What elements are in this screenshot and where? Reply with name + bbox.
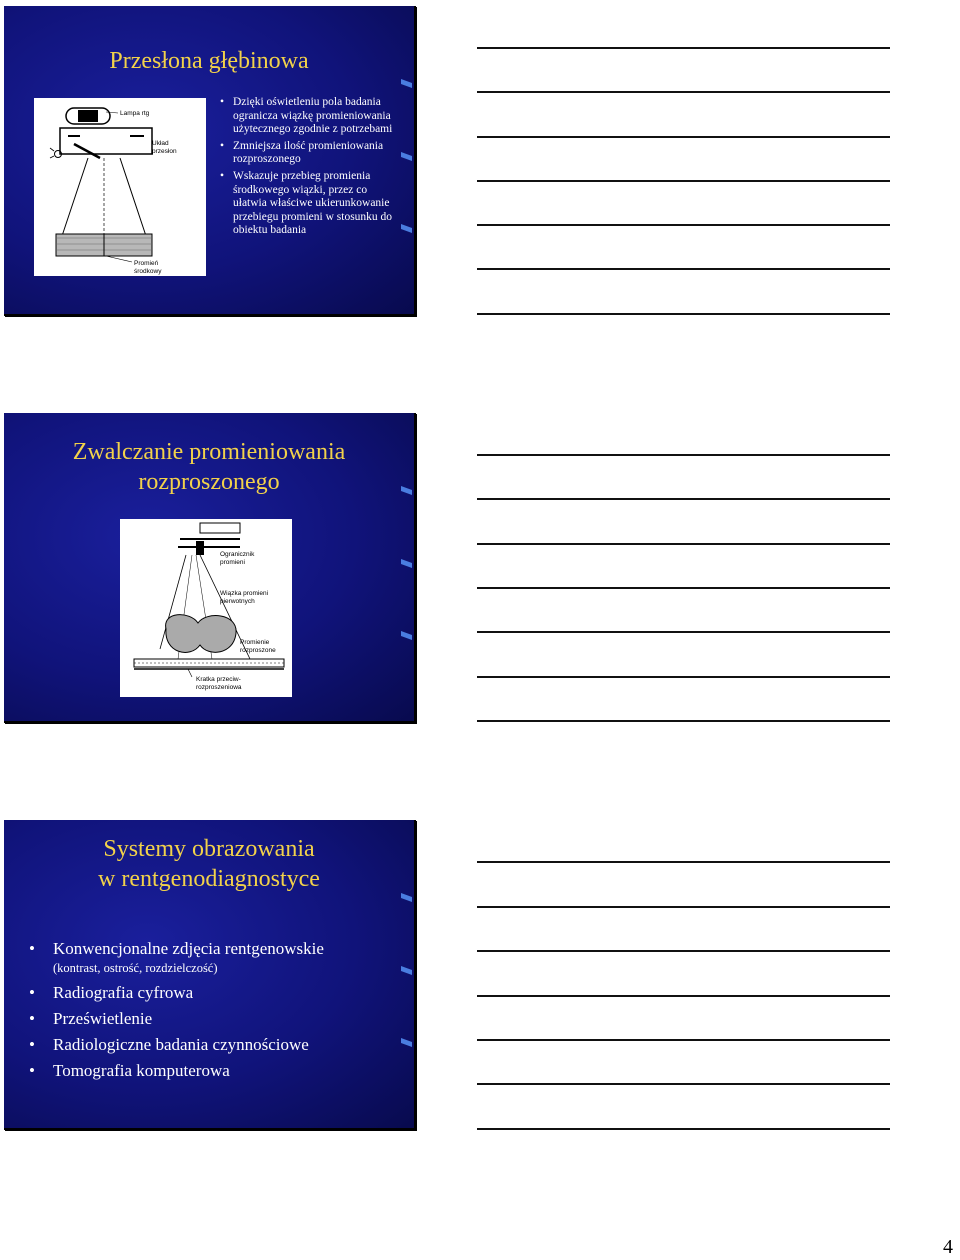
notes-line — [477, 180, 890, 182]
slide-zwalczanie — [4, 413, 416, 723]
decoration-mark — [401, 559, 412, 568]
bullet-item: • Tomografia komputerowa — [24, 1058, 409, 1084]
notes-line — [477, 268, 890, 270]
notes-line — [477, 1083, 890, 1085]
slide-title-line1: Zwalczanie promieniowania — [72, 439, 346, 465]
svg-text:środkowy: środkowy — [134, 268, 162, 275]
svg-text:Wiązka promieni: Wiązka promieni — [220, 590, 269, 597]
notes-line — [477, 995, 890, 997]
slide-przeslona-glebinowa — [4, 6, 416, 316]
diagram-scatter — [120, 519, 292, 697]
svg-text:Promienie: Promienie — [240, 639, 270, 646]
bullet-item — [24, 936, 409, 974]
slide-systemy-obrazowania — [4, 820, 416, 1130]
notes-line — [477, 498, 890, 500]
bullet-item: • Dzięki oświetleniu pola badania ogranicza wiązkę promieniowania użytecznego zgodnie z potrzebami — [220, 96, 400, 137]
notes-line — [477, 313, 890, 315]
svg-text:Lampa rtg: Lampa rtg — [120, 110, 150, 117]
bullet-item: • Prześwietlenie — [24, 1006, 409, 1032]
decoration-mark — [401, 79, 412, 88]
notes-line — [477, 720, 890, 722]
slide-title — [4, 834, 414, 894]
collimator-diagram — [34, 98, 206, 276]
decoration-mark — [401, 224, 412, 233]
notes-line — [477, 454, 890, 456]
slide-title — [4, 437, 414, 497]
decoration-mark — [401, 152, 412, 161]
notes-line — [477, 1039, 890, 1041]
slide-title: Przesłona głębinowa — [109, 48, 309, 74]
notes-line — [477, 224, 890, 226]
notes-line — [477, 587, 890, 589]
notes-line — [477, 47, 890, 49]
bullet-item: • Radiologiczne badania czynnościowe — [24, 1032, 409, 1058]
svg-text:pierwotnych: pierwotnych — [220, 598, 255, 605]
bullet-list — [220, 96, 400, 241]
svg-text:rozproszeniowa: rozproszeniowa — [196, 684, 242, 691]
bullet-subtext: (kontrast, ostrość, rozdzielczość) — [53, 961, 218, 975]
svg-text:rozproszone: rozproszone — [240, 647, 276, 654]
notes-line — [477, 136, 890, 138]
svg-text:Kratka przeciw-: Kratka przeciw- — [196, 676, 241, 683]
notes-line — [477, 950, 890, 952]
bullet-item: • Wskazuje przebieg promienia środkowego wiązki, przez co ułatwia właściwe ukierunkowanie przebiegu promieni w stosunku do obiektu badania — [220, 170, 400, 238]
notes-line — [477, 906, 890, 908]
notes-line — [477, 676, 890, 678]
bullet-list — [24, 936, 409, 1084]
notes-line — [477, 1128, 890, 1130]
page-number: 4 — [943, 1236, 953, 1258]
bullet-item: • Radiografia cyfrowa — [24, 980, 409, 1006]
svg-text:Ogranicznik: Ogranicznik — [220, 551, 255, 558]
slide-title-line1: Systemy obrazowania — [103, 836, 315, 862]
slide-title-line2: w rentgenodiagnostyce — [98, 866, 320, 892]
decoration-mark — [401, 631, 412, 640]
svg-text:promieni: promieni — [220, 559, 245, 566]
svg-text:Układ: Układ — [152, 140, 169, 147]
bullet-text: Konwencjonalne zdjęcia rentgenowskie — [53, 939, 324, 958]
notes-line — [477, 543, 890, 545]
slide-title-line2: rozproszonego — [138, 469, 280, 495]
notes-line — [477, 91, 890, 93]
svg-text:przesłon: przesłon — [152, 148, 177, 155]
svg-text:Promień: Promień — [134, 260, 159, 267]
decoration-mark — [401, 893, 412, 902]
notes-line — [477, 631, 890, 633]
bullet-item: • Zmniejsza ilość promieniowania rozproszonego — [220, 140, 400, 167]
notes-line — [477, 861, 890, 863]
scatter-grid-diagram — [120, 519, 292, 697]
diagram-przeslona — [34, 98, 206, 276]
